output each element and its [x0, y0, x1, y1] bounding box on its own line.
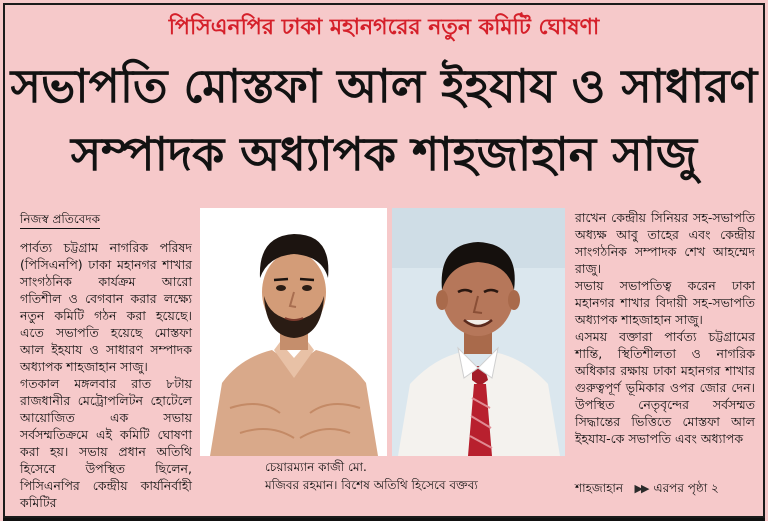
- byline: নিজস্ব প্রতিবেদক: [20, 211, 100, 229]
- right-paragraph-2: সভায় সভাপতিত্ব করেন ঢাকা মহানগর শাখার বিদায়ী সহ-সভাপতি অধ্যাপক শাহজাহান সাজু।: [575, 278, 755, 327]
- headline-line-1: সভাপতি মোস্তফা আল ইহযায ও সাধারণ: [10, 59, 758, 113]
- portrait-older-man: [392, 208, 565, 456]
- left-paragraph-2: গতকাল মঙ্গলবার রাত ৮টায় রাজধানীর মেট্রোপলিটন হোটেলে আয়োজিত এক সভায় সর্বসম্মতিক্রমে এই কমিটি ঘোষণা করা হয়। সভায় প্রধান অতিথি হিসেবে উপস্থিত ছিলেন, পিসিএনপির কেন্দ্রীয় কার্যনির্বাহী কমিটির: [20, 376, 192, 510]
- caption-line-1: চেয়ারম্যান কাজী মো.: [265, 460, 367, 474]
- left-column: [20, 210, 192, 511]
- photo-president: [200, 208, 387, 456]
- continuation-line: [575, 480, 761, 500]
- continuation-word: শাহজাহান: [575, 481, 624, 495]
- photo-secretary: [392, 208, 565, 456]
- left-paragraph-1: পার্বত্য চট্টগ্রাম নাগরিক পরিষদ (পিসিএনপি) ঢাকা মহানগর শাখার সাংগঠনিক কার্যক্রম আরো গতিশীল ও বেগবান করার লক্ষ্যে নতুন কমিটি গঠন করা হয়েছে। এতে সভাপতি হয়েছে মোস্তফা আল ইহযায ও সাধারণ সম্পাদক অধ্যাপক শাহজাহান সাজু।: [20, 240, 192, 374]
- double-arrow-icon: ▶▶: [634, 482, 648, 495]
- kicker-headline: পিসিএনপির ঢাকা মহানগরের নতুন কমিটি ঘোষণা: [168, 15, 600, 40]
- right-paragraph-3: এসময় বক্তারা পার্বত্য চট্টগ্রামের শান্তি, স্থিতিশীলতা ও নাগরিক অধিকার রক্ষায় ঢাকা মহানগর শাখার গুরুত্বপূর্ণ ভূমিকার ওপর জোর দেন। উপস্থিত নেতৃবৃন্দের সর্বসম্মত সিদ্ধান্তের ভিত্তিতে মোস্তফা আল ইহযায-কে সভাপতি এবং অধ্যাপক: [575, 329, 755, 446]
- caption-line-2: মজিবর রহমান। বিশেষ অতিথি হিসেবে বক্তব্য: [265, 478, 478, 492]
- right-column: [575, 209, 755, 447]
- portrait-young-man: [200, 208, 387, 456]
- photo-caption: [265, 458, 565, 494]
- right-paragraph-1: রাখেন কেন্দ্রীয় সিনিয়র সহ-সভাপতি অধ্যক্ষ আবু তাহের এবং কেন্দ্রীয় সাংগঠনিক সম্পাদক শেখ আহম্মেদ রাজু।: [575, 210, 755, 276]
- headline-line-2: সম্পাদক অধ্যাপক শাহজাহান সাজু: [70, 127, 698, 181]
- continuation-page[interactable]: এরপর পৃষ্ঠা ২: [653, 481, 719, 495]
